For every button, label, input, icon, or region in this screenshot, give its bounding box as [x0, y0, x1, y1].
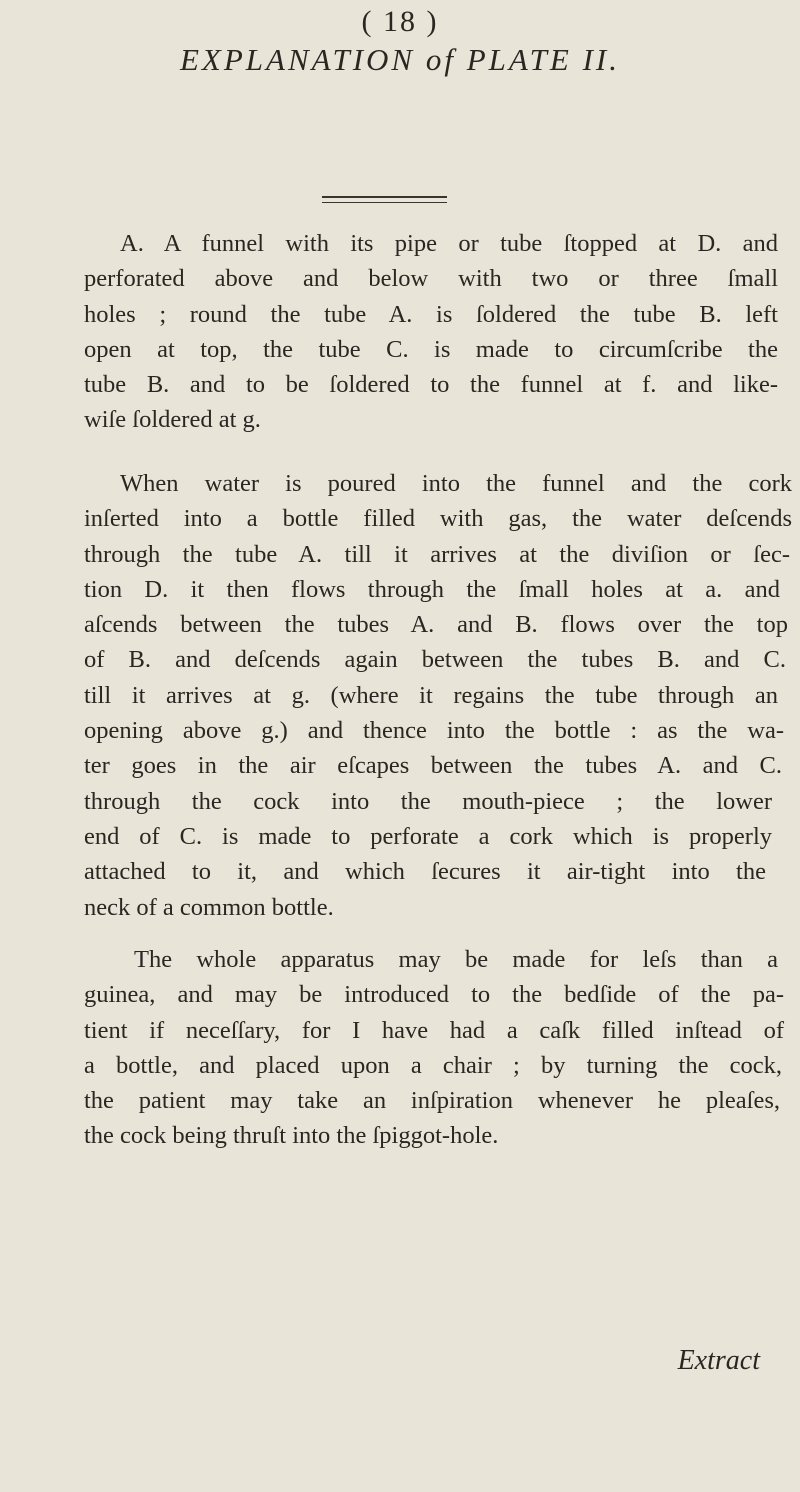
text-line: a bottle, and placed upon a chair ; by turning the cock, — [84, 1051, 782, 1079]
text-line: perforated above and below with two or three ſmall — [84, 265, 778, 293]
title-rule — [322, 196, 447, 198]
text-line: A. A funnel with its pipe or tube ſtopped at D. and — [120, 230, 778, 257]
paragraph-1 — [84, 226, 778, 438]
page-number: ( 18 ) — [361, 5, 439, 38]
text-line: through the tube A. till it arrives at the diviſion or ſec- — [84, 540, 790, 568]
text-line: The whole apparatus may be made for leſs than a — [134, 946, 778, 973]
text-line: open at top, the tube C. is made to circumſcribe the — [84, 335, 778, 363]
text-line: aſcends between the tubes A. and B. flows over the top — [84, 611, 788, 639]
text-line: of B. and deſcends again between the tubes B. and C. — [84, 646, 786, 674]
text-line: tient if neceſſary, for I have had a caſk filled inſtead of — [84, 1016, 784, 1044]
catchword: Extract — [677, 1345, 760, 1376]
text-line: inſerted into a bottle filled with gas, the water deſcends — [84, 505, 792, 533]
text-line: When water is poured into the funnel and the cork — [120, 470, 792, 497]
title-rule — [322, 202, 447, 203]
text-line: the cock being thruſt into the ſpiggot-hole. — [84, 1122, 499, 1150]
paragraph-3 — [84, 942, 792, 1154]
page-title: EXPLANATION of PLATE II. — [180, 42, 620, 77]
paragraph-2 — [84, 466, 792, 925]
text-line: neck of a common bottle. — [84, 893, 334, 921]
text-line: tube B. and to be ſoldered to the funnel at f. and like- — [84, 371, 778, 399]
text-line: holes ; round the tube A. is ſoldered the tube B. left — [84, 300, 778, 328]
text-line: the patient may take an inſpiration whenever he pleaſes, — [84, 1087, 780, 1115]
text-line: tion D. it then flows through the ſmall holes at a. and — [84, 575, 780, 603]
text-line: wiſe ſoldered at g. — [84, 406, 261, 434]
text-line: through the cock into the mouth-piece ; the lower — [84, 787, 772, 815]
text-line: till it arrives at g. (where it regains the tube through an — [84, 681, 778, 709]
text-line: attached to it, and which ſecures it air-tight into the — [84, 858, 766, 886]
text-line: guinea, and may be introduced to the bedſide of the pa- — [84, 981, 784, 1009]
text-line: ter goes in the air eſcapes between the tubes A. and C. — [84, 752, 782, 780]
text-line: opening above g.) and thence into the bottle : as the wa- — [84, 717, 784, 745]
text-line: end of C. is made to perforate a cork which is properly — [84, 822, 772, 850]
